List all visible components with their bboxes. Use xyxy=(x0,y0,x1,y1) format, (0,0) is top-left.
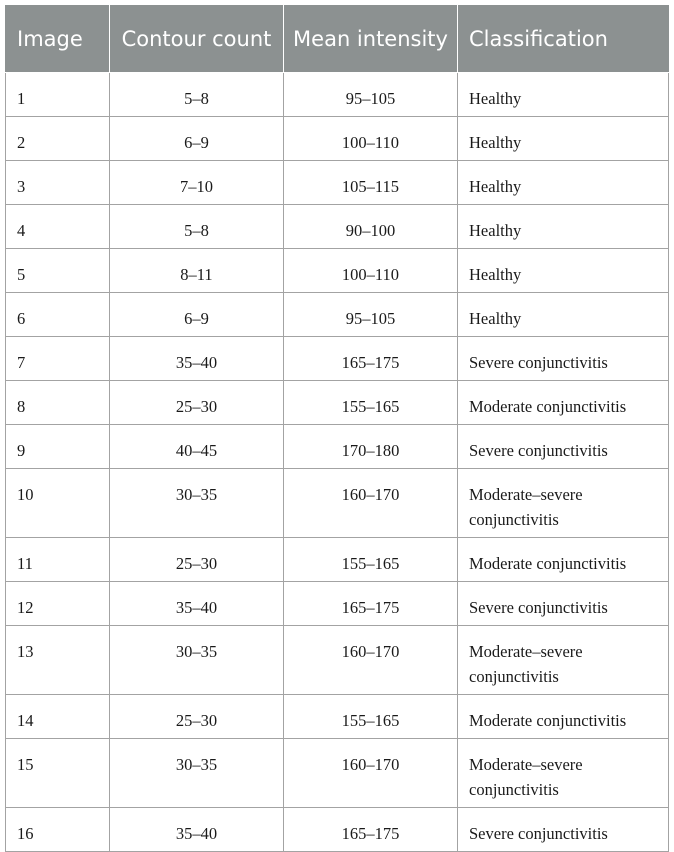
cell-image: 9 xyxy=(6,425,110,469)
cell-mean-intensity: 165–175 xyxy=(284,808,458,852)
cell-classification: Healthy xyxy=(458,161,669,205)
cell-classification: Moderate–severe conjunctivitis xyxy=(458,626,669,695)
cell-image: 3 xyxy=(6,161,110,205)
cell-contour-count: 6–9 xyxy=(110,117,284,161)
cell-contour-count: 25–30 xyxy=(110,381,284,425)
cell-classification: Healthy xyxy=(458,73,669,117)
cell-image: 14 xyxy=(6,695,110,739)
cell-mean-intensity: 165–175 xyxy=(284,582,458,626)
results-table-container xyxy=(5,5,668,852)
cell-mean-intensity: 105–115 xyxy=(284,161,458,205)
header-classification: Classification xyxy=(458,5,669,73)
table-row xyxy=(6,695,669,739)
cell-mean-intensity: 155–165 xyxy=(284,381,458,425)
cell-mean-intensity: 95–105 xyxy=(284,73,458,117)
cell-mean-intensity: 90–100 xyxy=(284,205,458,249)
results-table xyxy=(5,5,669,852)
header-image: Image xyxy=(6,5,110,73)
cell-mean-intensity: 100–110 xyxy=(284,117,458,161)
table-header xyxy=(6,5,669,73)
cell-classification: Healthy xyxy=(458,117,669,161)
cell-classification: Severe conjunctivitis xyxy=(458,425,669,469)
cell-image: 11 xyxy=(6,538,110,582)
table-row xyxy=(6,381,669,425)
cell-contour-count: 6–9 xyxy=(110,293,284,337)
table-row xyxy=(6,249,669,293)
cell-contour-count: 25–30 xyxy=(110,695,284,739)
cell-mean-intensity: 95–105 xyxy=(284,293,458,337)
cell-mean-intensity: 160–170 xyxy=(284,739,458,808)
cell-contour-count: 5–8 xyxy=(110,73,284,117)
cell-contour-count: 25–30 xyxy=(110,538,284,582)
cell-mean-intensity: 160–170 xyxy=(284,626,458,695)
cell-classification: Healthy xyxy=(458,293,669,337)
cell-image: 15 xyxy=(6,739,110,808)
table-row xyxy=(6,73,669,117)
table-row xyxy=(6,117,669,161)
table-row xyxy=(6,469,669,538)
table-row xyxy=(6,739,669,808)
cell-contour-count: 35–40 xyxy=(110,808,284,852)
cell-contour-count: 35–40 xyxy=(110,582,284,626)
cell-contour-count: 35–40 xyxy=(110,337,284,381)
cell-image: 13 xyxy=(6,626,110,695)
table-row xyxy=(6,337,669,381)
cell-classification: Moderate conjunctivitis xyxy=(458,538,669,582)
cell-image: 12 xyxy=(6,582,110,626)
table-row xyxy=(6,161,669,205)
cell-image: 1 xyxy=(6,73,110,117)
table-row xyxy=(6,582,669,626)
table-row xyxy=(6,293,669,337)
cell-classification: Moderate conjunctivitis xyxy=(458,695,669,739)
cell-image: 6 xyxy=(6,293,110,337)
cell-classification: Healthy xyxy=(458,249,669,293)
table-row xyxy=(6,626,669,695)
cell-contour-count: 8–11 xyxy=(110,249,284,293)
cell-image: 5 xyxy=(6,249,110,293)
cell-contour-count: 30–35 xyxy=(110,626,284,695)
cell-classification: Severe conjunctivitis xyxy=(458,337,669,381)
header-contour-count: Contour count xyxy=(110,5,284,73)
cell-mean-intensity: 155–165 xyxy=(284,695,458,739)
cell-contour-count: 40–45 xyxy=(110,425,284,469)
cell-mean-intensity: 160–170 xyxy=(284,469,458,538)
cell-contour-count: 30–35 xyxy=(110,739,284,808)
cell-mean-intensity: 170–180 xyxy=(284,425,458,469)
table-row xyxy=(6,538,669,582)
cell-image: 4 xyxy=(6,205,110,249)
cell-mean-intensity: 100–110 xyxy=(284,249,458,293)
cell-classification: Severe conjunctivitis xyxy=(458,808,669,852)
header-row xyxy=(6,5,669,73)
table-row xyxy=(6,425,669,469)
cell-classification: Healthy xyxy=(458,205,669,249)
cell-mean-intensity: 155–165 xyxy=(284,538,458,582)
cell-image: 8 xyxy=(6,381,110,425)
cell-image: 16 xyxy=(6,808,110,852)
cell-classification: Severe conjunctivitis xyxy=(458,582,669,626)
cell-contour-count: 5–8 xyxy=(110,205,284,249)
cell-classification: Moderate–severe conjunctivitis xyxy=(458,739,669,808)
table-body xyxy=(6,73,669,852)
cell-image: 7 xyxy=(6,337,110,381)
cell-image: 10 xyxy=(6,469,110,538)
cell-classification: Moderate conjunctivitis xyxy=(458,381,669,425)
header-mean-intensity: Mean intensity xyxy=(284,5,458,73)
table-row xyxy=(6,808,669,852)
table-row xyxy=(6,205,669,249)
cell-contour-count: 7–10 xyxy=(110,161,284,205)
cell-classification: Moderate–severe conjunctivitis xyxy=(458,469,669,538)
cell-image: 2 xyxy=(6,117,110,161)
cell-mean-intensity: 165–175 xyxy=(284,337,458,381)
cell-contour-count: 30–35 xyxy=(110,469,284,538)
